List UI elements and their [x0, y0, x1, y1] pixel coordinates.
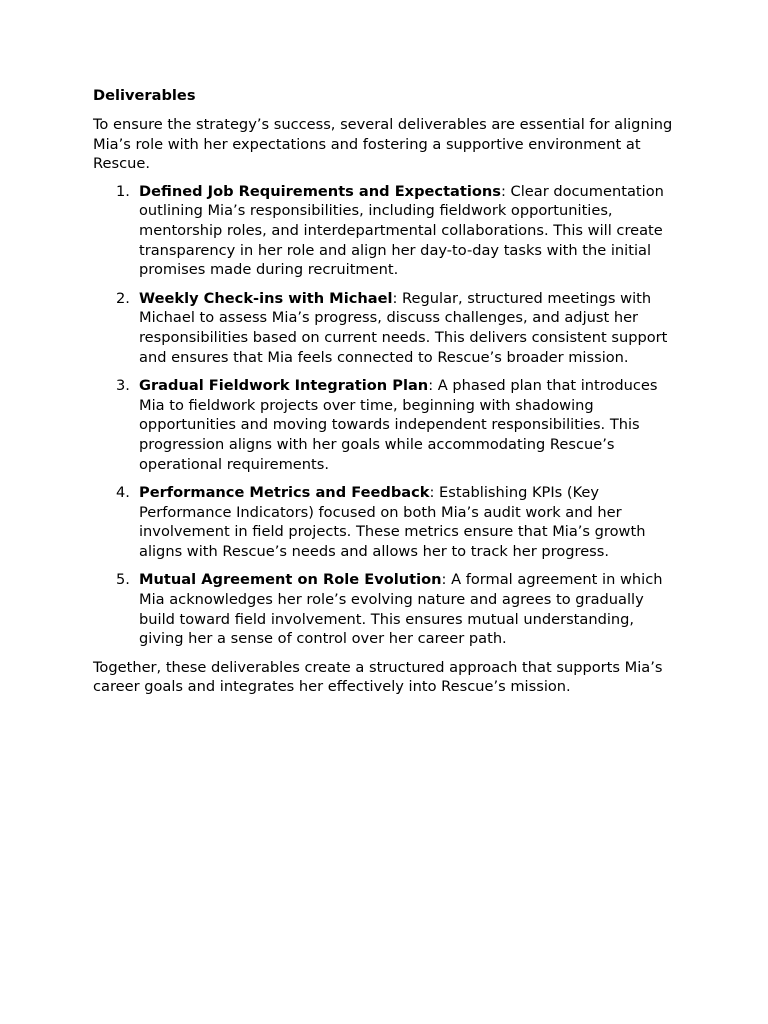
- list-item-number: 2.: [116, 289, 130, 307]
- list-item: [93, 376, 683, 474]
- list-item-text: : Establishing KPIs (Key Performance Indicators) focused on both Mia’s audit work and her involvement in field projects. These metrics ensure that Mia’s growth aligns with Rescue’s needs and allows her to track her progress.: [139, 484, 646, 560]
- list-item: [93, 182, 683, 280]
- list-item-text: : A formal agreement in which Mia acknowledges her role’s evolving nature and agrees to gradually build toward field involvement. This ensures mutual understanding, giving her a sense of control over her career path.: [139, 571, 663, 648]
- document-page: [93, 86, 683, 705]
- intro-paragraph: To ensure the strategy’s success, several deliverables are essential for aligning Mia’s role with her expectations and fostering a supportive environment at Rescue.: [93, 116, 673, 173]
- list-item-number: 3.: [116, 377, 130, 395]
- section-heading: Deliverables: [93, 87, 196, 104]
- deliverables-list: [93, 182, 683, 649]
- list-item-text: : A phased plan that introduces Mia to fieldwork projects over time, beginning with shadowing opportunities and moving towards independent responsibilities. This progression aligns with her goals while accommodating Rescue’s operational requirements.: [139, 377, 658, 473]
- list-item: [93, 289, 683, 367]
- list-item-text: : Clear documentation outlining Mia’s responsibilities, including fieldwork opportunities, mentorship roles, and interdepartmental collaborations. This will create transparency in her role and align her day-to-day tasks with the initial promises made during recruitment.: [139, 182, 664, 279]
- list-item-number: 1.: [116, 182, 130, 200]
- list-item-number: 5.: [116, 571, 130, 589]
- list-item-term: Gradual Fieldwork Integration Plan: [139, 377, 429, 395]
- list-item-term: Mutual Agreement on Role Evolution: [139, 571, 442, 589]
- list-item-text: : Regular, structured meetings with Michael to assess Mia’s progress, discuss challenges, and adjust her responsibilities based on current needs. This delivers consistent support and ensures that Mia feels connected to Rescue’s broader mission.: [139, 289, 668, 366]
- conclusion-paragraph: Together, these deliverables create a structured approach that supports Mia’s career goals and integrates her effectively into Rescue’s mission.: [93, 658, 663, 696]
- list-item-term: Defined Job Requirements and Expectations: [139, 182, 501, 200]
- list-item: [93, 483, 683, 561]
- list-item-term: Performance Metrics and Feedback: [139, 484, 430, 502]
- list-item-number: 4.: [116, 484, 130, 502]
- list-item: [93, 570, 683, 648]
- list-item-term: Weekly Check-ins with Michael: [139, 289, 393, 307]
